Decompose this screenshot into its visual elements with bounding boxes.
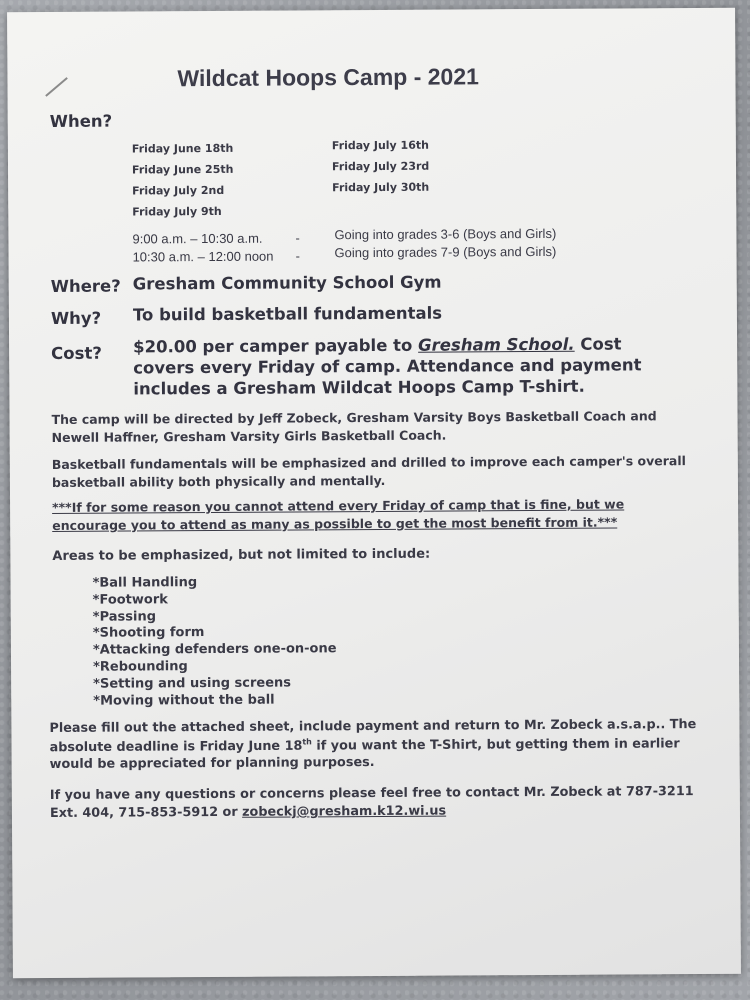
directed-line-2: Newell Haffner, Gresham Varsity Girls Basketball Coach. (51, 427, 447, 445)
date-item: Friday July 2nd (132, 183, 225, 198)
flyer-page (7, 8, 741, 978)
areas-list (93, 574, 337, 710)
contact-email-link[interactable]: zobeckj@gresham.k12.wi.us (242, 803, 447, 820)
fill-out-line-2 (49, 735, 679, 755)
contact-line-1: If you have any questions or concerns please feel free to contact Mr. Zobeck at 787-3211 (49, 784, 694, 803)
session-dash: - (295, 230, 300, 246)
attendance-note-line-2: encourage you to attend as many as possible to get the most benefit from it.*** (52, 514, 618, 533)
fill-out-line-3: would be appreciated for planning purposes. (49, 755, 375, 772)
deadline-text: absolute deadline is Friday June 18 (49, 738, 303, 756)
deadline-suffix: th (302, 737, 312, 747)
why-label: Why? (50, 308, 102, 328)
areas-intro: Areas to be emphasized, but not limited to include: (52, 546, 431, 564)
date-item: Friday June 25th (131, 162, 234, 177)
session-time: 10:30 a.m. – 12:00 noon (132, 248, 274, 265)
date-item: Friday July 23rd (331, 159, 430, 174)
fill-out-line-1: Please fill out the attached sheet, include payment and return to Mr. Zobeck a.s.a.p.. The (49, 717, 697, 736)
session-time: 9:00 a.m. – 10:30 a.m. (132, 230, 263, 247)
date-item: Friday July 16th (331, 138, 429, 153)
area-item: *Setting and using screens (93, 675, 292, 692)
flyer-title: Wildcat Hoops Camp - 2021 (177, 63, 479, 92)
where-value: Gresham Community School Gym (132, 272, 442, 294)
session-dash: - (295, 248, 300, 264)
contact-phone: Ext. 404, 715-853-5912 or (49, 804, 243, 821)
fundamentals-line-1: Basketball fundamentals will be emphasized and drilled to improve each camper's overall (51, 453, 686, 472)
pen-mark (45, 77, 68, 97)
cost-tail: Cost (574, 334, 622, 354)
when-label: When? (49, 111, 113, 131)
area-item: *Rebounding (93, 659, 188, 675)
attendance-note-line-1: ***If for some reason you cannot attend every Friday of camp that is fine, but we (52, 496, 625, 515)
area-item: *Shooting form (92, 625, 205, 642)
payee-school: Gresham School. (418, 334, 575, 355)
area-item: *Moving without the ball (93, 692, 275, 709)
area-item: *Footwork (92, 592, 168, 608)
why-value: To build basketball fundamentals (132, 303, 443, 325)
date-item: Friday July 30th (332, 180, 430, 195)
date-item: Friday June 18th (131, 141, 234, 156)
cost-line-1 (133, 334, 622, 356)
cost-line-3: includes a Gresham Wildcat Hoops Camp T-shirt. (133, 376, 585, 399)
directed-line-1: The camp will be directed by Jeff Zobeck, Gresham Varsity Boys Basketball Coach and (51, 408, 657, 427)
cost-amount: $20.00 per camper payable to (133, 335, 419, 357)
area-item: *Attacking defenders one-on-one (92, 641, 337, 658)
cost-line-2: covers every Friday of camp. Attendance and payment (133, 355, 642, 378)
area-item: *Ball Handling (92, 575, 198, 591)
area-item: *Passing (92, 608, 157, 625)
fundamentals-line-2: basketball ability both physically and mentally. (51, 472, 386, 490)
deadline-tail: if you want the T-Shirt, but getting them in earlier (311, 736, 680, 754)
session-group: Going into grades 7-9 (Boys and Girls) (334, 243, 557, 261)
cost-label: Cost? (51, 343, 102, 363)
session-group: Going into grades 3-6 (Boys and Girls) (334, 225, 557, 243)
date-item: Friday July 9th (132, 204, 222, 219)
contact-line-2 (50, 804, 446, 821)
where-label: Where? (50, 276, 121, 296)
